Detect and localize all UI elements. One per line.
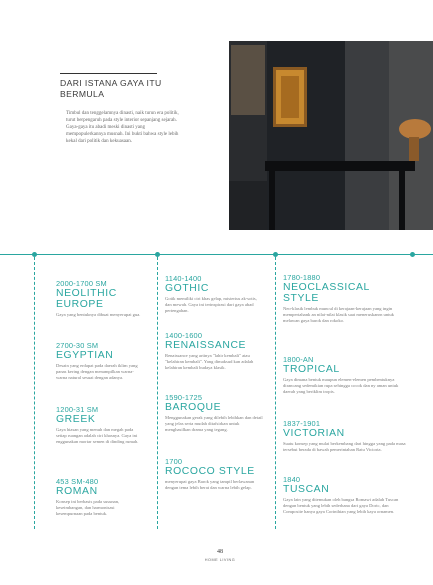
era-date: 1200-31 SM: [56, 405, 99, 414]
era-entry: [283, 475, 409, 515]
page-number: 48: [217, 549, 223, 555]
era-description: Gotik memiliki ciri khas gelap, misterius ak-sotis, dan mewah. Gaya ini terinspirasi dari gaya abad pertengahan.: [165, 296, 257, 314]
era-date: 453 SM-480: [56, 477, 99, 486]
era-name: GREEK: [56, 414, 96, 425]
era-entry: [56, 477, 140, 517]
era-name: NEOLITHIC EUROPE: [56, 288, 117, 310]
timeline-dot: [410, 252, 415, 257]
era-description: Gaya dimana bentuk maupun elemen-elemen pembentuknya dirancang sedemikian rupa sehingga cocok dan ny aman untuk daerah yang beriklim tropis.: [283, 377, 399, 395]
timeline-axis: [0, 254, 433, 255]
intro-rule: [60, 73, 157, 74]
era-entry: [165, 274, 263, 314]
era-entry: [283, 419, 409, 453]
interior-photo: [229, 41, 433, 230]
era-date: 1700: [165, 457, 183, 466]
era-description: menyerupai gaya Barok yang tampil berlawanan dengan tema lebih berat dan warna lebih gelap.: [165, 479, 255, 491]
era-name: NEOCLASSICAL STYLE: [283, 282, 370, 304]
era-entry: [165, 457, 263, 491]
era-entry: [283, 355, 409, 395]
era-name: ROMAN: [56, 486, 98, 497]
era-date: 1837-1901: [283, 419, 321, 428]
era-date: 1800-AN: [283, 355, 314, 364]
era-description: Gaya yang bentuknya dibuat menyerupai gua.: [56, 312, 141, 317]
era-name: TUSCAN: [283, 484, 330, 495]
era-name: GOTHIC: [165, 283, 210, 294]
era-description: Konsep ini berbasis pada susunan, keseimbangan, dan harmonisasi kesempurnaan pada bentuk.: [56, 499, 120, 517]
era-description: Neo-klasik lembuk muncul di kerajaan-kerajaan yang ingin mempertahank an nilai-nilai klasik saat meneruskanrn untuk melawan gaya barok dan rokoko.: [283, 306, 394, 324]
era-description: Desain yang erdapat pada daerah iklim yang panas kering dengan menampilkan warna-warna natural sesuai dengan adanya.: [56, 363, 138, 381]
era-date: 1840: [283, 475, 301, 484]
era-description: Suatu konsep yang mulai berkembang dari hingga yang pada masa tersebut berada di bawah pemerintahan Ratu Victoria.: [283, 441, 406, 453]
era-entry: [56, 279, 156, 318]
era-date: 1140-1400: [165, 274, 202, 283]
era-date: 1400-1600: [165, 331, 203, 340]
era-name: TROPICAL: [283, 364, 340, 375]
era-entry: [165, 393, 263, 433]
era-name: ROCOCO STYLE: [165, 466, 255, 477]
era-entry: [56, 341, 140, 381]
era-description: Gaya hiasan yang menuh dan megah pada setiap ruangan adalah ciri khasnya. Gaya ini enggunakan mortar semen di dinding rumah.: [56, 427, 139, 445]
timeline-connector: [275, 257, 276, 529]
timeline-connector: [34, 257, 35, 529]
era-date: 2700-30 SM: [56, 341, 99, 350]
article-intro: Timbul dan tenggelamnya dinasti, naik turun era politik, turut berpengaruh pada style interior sepanjang sejarah. Gaya-gaya itu abadi meski dinasti yang mempopulerkannya musnah. Ini bukti bahwa style lebih kekal dari politik dan kekuasaan.: [66, 111, 179, 144]
era-name: BAROQUE: [165, 402, 222, 413]
era-description: Menggunakan gerak yang dilebih lebihkan dan detail yang jelas serta mudah ditafsirkan untuk menghasilkan drama yang tegang.: [165, 415, 263, 433]
era-entry: [283, 273, 409, 324]
era-date: 2000-1700 SM: [56, 279, 107, 288]
era-name: RENAISSANCE: [165, 340, 247, 351]
era-description: Gaya lain yang ditemukan oleh bangsa Romawi adalah Tuscan dengan bentuk yang lebih sederhana dari gaya Doric, dan Composite hanya gaya Corinthian yang lebih kaya ornamen.: [283, 497, 399, 515]
era-date: 1590-1725: [165, 393, 203, 402]
era-name: VICTORIAN: [283, 428, 345, 439]
era-entry: [165, 331, 263, 371]
era-name: EGYPTIAN: [56, 350, 114, 361]
timeline-connector: [157, 257, 158, 529]
magazine-name: HOME LIVING: [204, 558, 236, 562]
article-title: DARI ISTANA GAYA ITU BERMULA: [60, 78, 162, 99]
era-description: Renaissance yang artinya "lahir kembali" atau "kelahiran kembali". Yang dimaksud kan adalah kelahiran kembali budaya klasik.: [165, 353, 254, 371]
era-date: 1780-1880: [283, 273, 321, 282]
era-entry: [56, 405, 140, 445]
